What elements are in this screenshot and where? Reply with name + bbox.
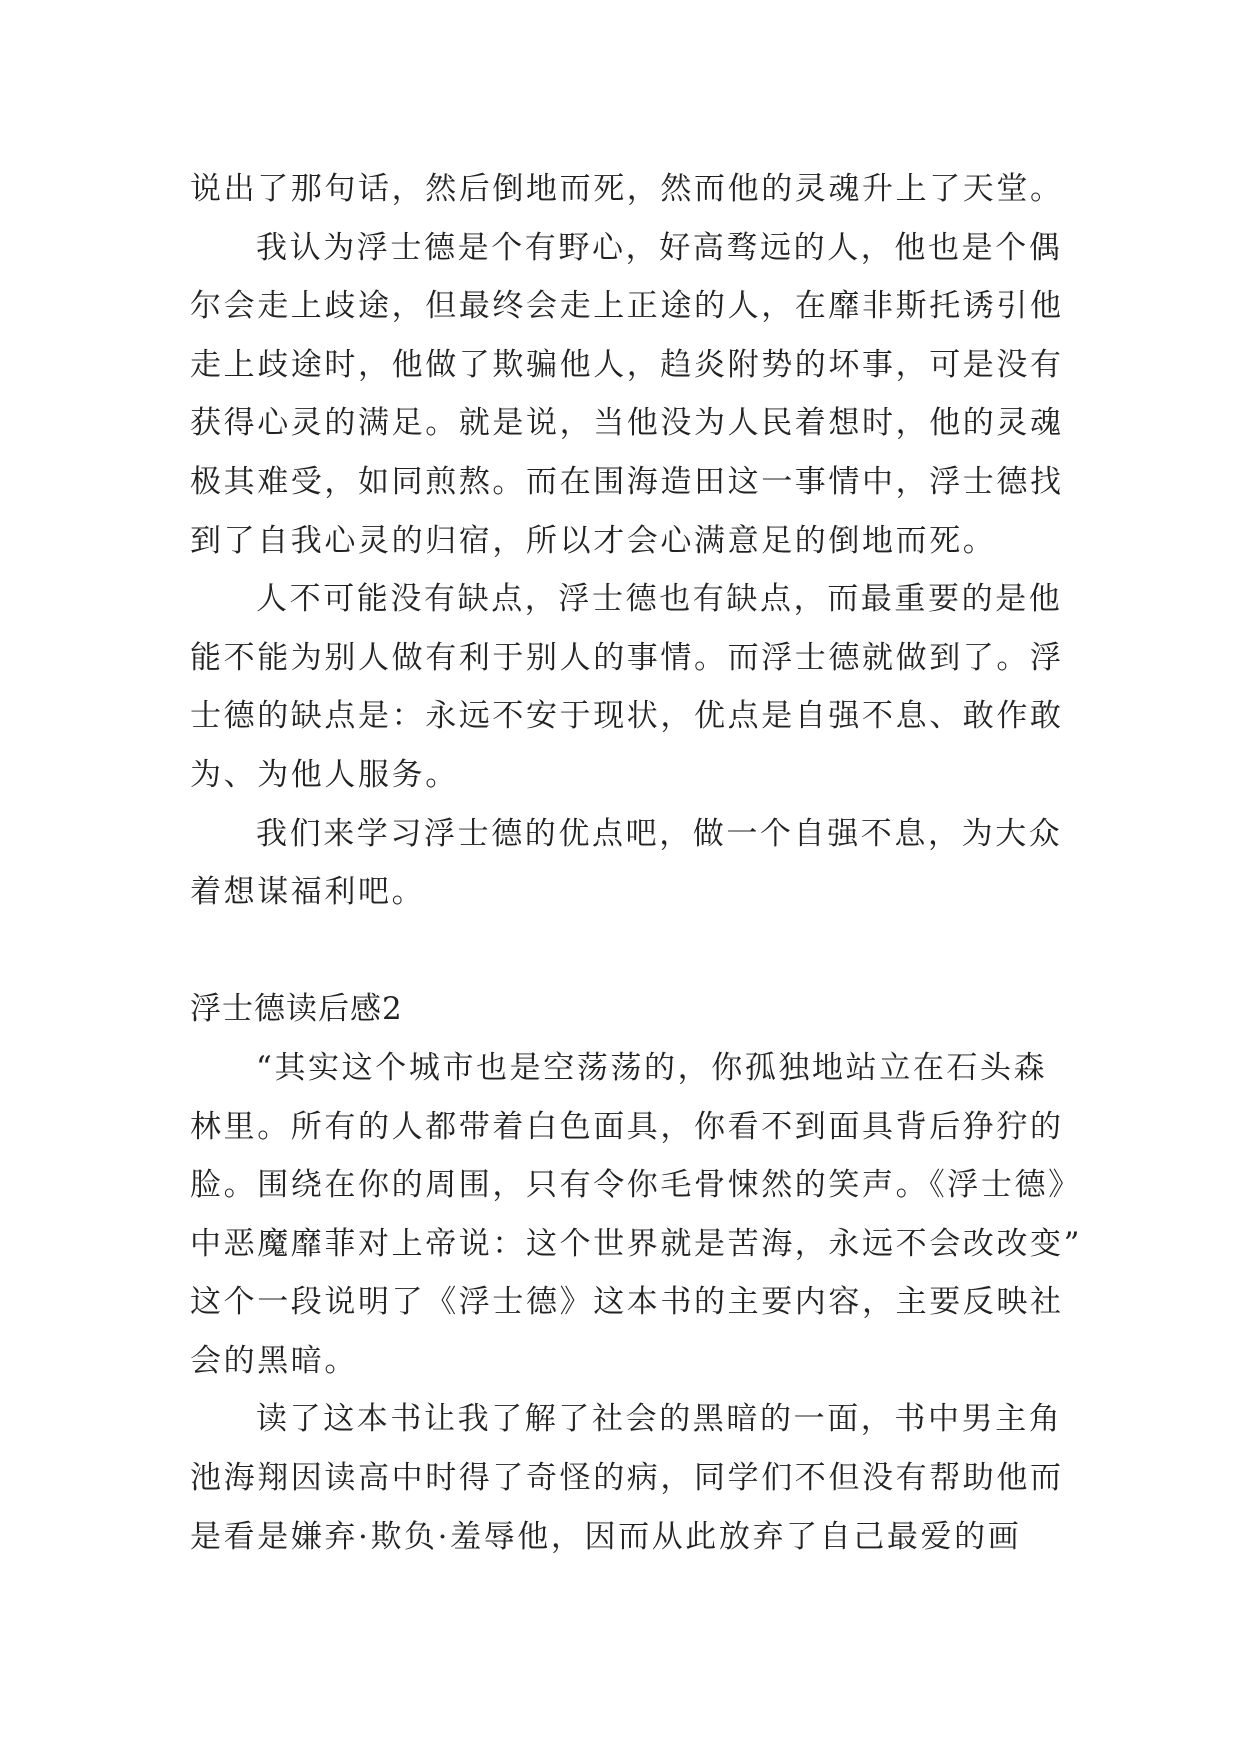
document-body — [190, 160, 1083, 1566]
text-line: 到了自我心灵的归宿，所以才会心满意足的倒地而死。 — [190, 522, 997, 559]
text-line: 是看是嫌弃·欺负·羞辱他，因而从此放弃了自己最爱的画 — [190, 1518, 1022, 1555]
paragraph-first-line: 我们来学习浮士德的优点吧，做一个自强不息，为大众 — [256, 815, 1063, 852]
text-line: 士德的缺点是：永远不安于现状，优点是自强不息、敢作敢 — [190, 698, 1064, 735]
text-line: 说出了那句话，然后倒地而死，然而他的灵魂升上了天堂。 — [190, 171, 1064, 207]
text-line: 林里。所有的人都带着白色面具，你看不到面具背后狰狞的 — [190, 1108, 1064, 1145]
section-gap — [190, 922, 1070, 981]
paragraph-first-line: 读了这本书让我了解了社会的黑暗的一面，书中男主角 — [256, 1401, 1063, 1438]
text-line: 会的黑暗。 — [190, 1342, 358, 1379]
text-line: 极其难受，如同煎熬。而在围海造田这一事情中，浮士德找 — [190, 463, 1064, 500]
paragraph-first-line: 人不可能没有缺点，浮士德也有缺点，而最重要的是他 — [256, 581, 1063, 618]
text-line: 中恶魔靡菲对上帝说：这个世界就是苦海，永远不会改改变” — [190, 1225, 1083, 1262]
text-line: 尔会走上歧途，但最终会走上正途的人，在靡非斯托诱引他 — [190, 288, 1064, 325]
text-line: 获得心灵的满足。就是说，当他没为人民着想时，他的灵魂 — [190, 405, 1064, 442]
text-line: 为、为他人服务。 — [190, 756, 459, 793]
section-heading: 浮士德读后感2 — [190, 991, 403, 1028]
paragraph-first-line: 我认为浮士德是个有野心，好高骛远的人，他也是个偶 — [256, 229, 1063, 266]
text-line: 这个一段说明了《浮士德》这本书的主要内容，主要反映社 — [190, 1284, 1064, 1321]
text-line: 脸。围绕在你的周围，只有令你毛骨悚然的笑声。《浮士德》 — [190, 1167, 1082, 1204]
text-line: 能不能为别人做有利于别人的事情。而浮士德就做到了。浮 — [190, 639, 1064, 676]
paragraph-first-line: “其实这个城市也是空荡荡的，你孤独地站立在石头森 — [256, 1049, 1048, 1086]
text-line: 走上歧途时，他做了欺骗他人，趋炎附势的坏事，可是没有 — [190, 346, 1064, 383]
text-line: 池海翔因读高中时得了奇怪的病，同学们不但没有帮助他而 — [190, 1460, 1064, 1497]
text-line: 着想谋福利吧。 — [190, 874, 426, 911]
